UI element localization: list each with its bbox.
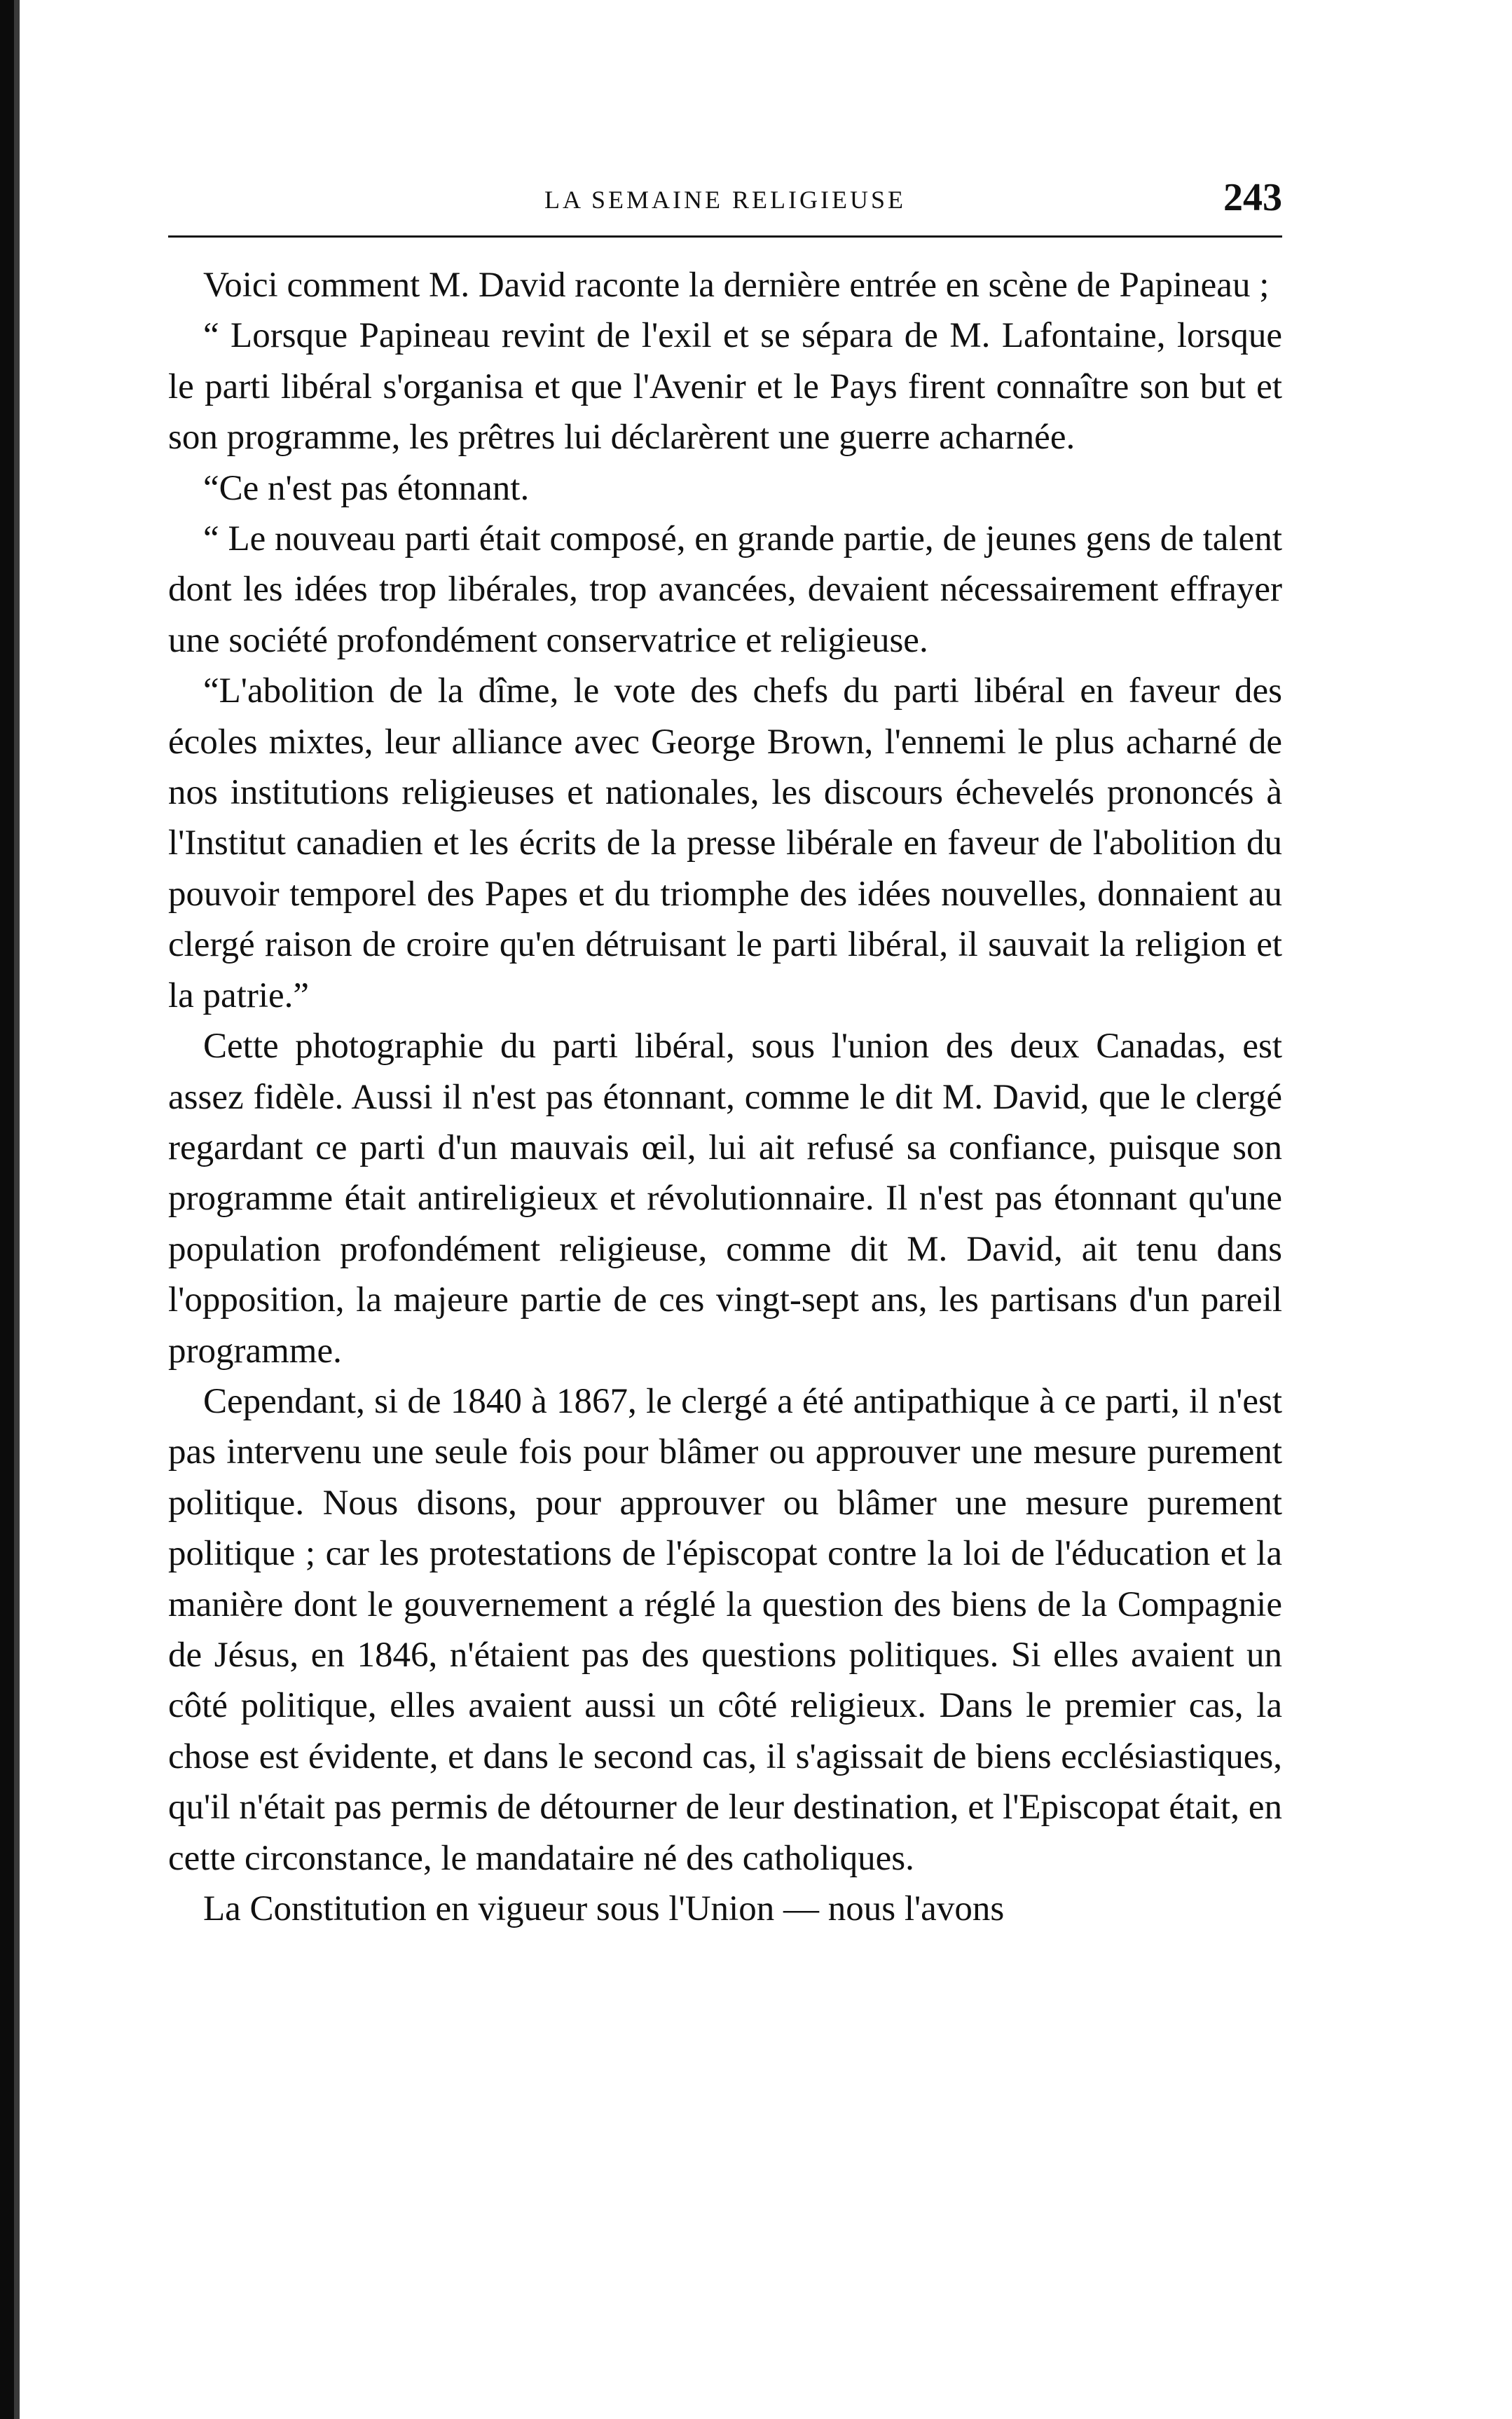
paragraph: La Constitution en vigueur sous l'Union — nous l'avons	[203, 1889, 1005, 1928]
paragraph: “Ce n'est pas étonnant.	[203, 468, 530, 508]
paragraph: Voici comment M. David raconte la dernière entrée en scène de Papineau ;	[203, 266, 1270, 305]
running-title: LA SEMAINE RELIGIEUSE	[544, 186, 906, 214]
running-head	[168, 175, 1282, 231]
book-page	[168, 175, 1282, 1934]
paragraph: “ Lorsque Papineau revint de l'exil et se sépara de M. Lafontaine, lorsque le parti libéral s'organisa et que l'Avenir et le Pays firent connaître son but et son programme, les prêtres lui déclarèrent une guerre acharnée.	[168, 316, 1282, 458]
scan-edge	[0, 0, 14, 2419]
scan-edge-shadow	[14, 0, 20, 2419]
paragraph: “L'abolition de la dîme, le vote des chefs du parti libéral en faveur des écoles mixtes, leur alliance avec George Brown, l'ennemi le plus acharné de nos institutions religieuses et nationales, les discours échevelés prononcés à l'Institut canadien et les écrits de la presse libérale en faveur de l'abolition du pouvoir temporel des Papes et du triomphe des idées nouvelles, donnaient au clergé raison de croire qu'en détruisant le parti libéral, il sauvait la religion et la patrie.”	[168, 671, 1282, 1015]
paragraph: “ Le nouveau parti était composé, en grande partie, de jeunes gens de talent dont les idées trop libérales, trop avancées, devaient nécessairement effrayer une société profondément conservatrice et religieuse.	[168, 519, 1282, 660]
paragraph: Cependant, si de 1840 à 1867, le clergé a été antipathique à ce parti, il n'est pas intervenu une seule fois pour blâmer ou approuver une mesure purement politique. Nous disons, pour approuver ou blâmer une mesure purement politique ; car les protestations de l'épiscopat contre la loi de l'éducation et la manière dont le gouvernement a réglé la question des biens de la Compagnie de Jésus, en 1846, n'étaient pas des questions politiques. Si elles avaient un côté politique, elles avaient aussi un côté religieux. Dans le premier cas, la chose est évidente, et dans le second cas, il s'agissait de biens ecclésiastiques, qu'il n'était pas permis de détourner de leur destination, et l'Episcopat était, en cette circonstance, le mandataire né des catholiques.	[168, 1381, 1282, 1878]
page-number: 243	[1223, 176, 1282, 219]
paragraph: Cette photographie du parti libéral, sous l'union des deux Canadas, est assez fidèle. Aussi il n'est pas étonnant, comme le dit M. David, que le clergé regardant ce parti d'un mauvais œil, lui ait refusé sa confiance, puisque son programme était antireligieux et révolutionnaire. Il n'est pas étonnant qu'une population profondément religieuse, comme dit M. David, ait tenu dans l'opposition, la majeure partie de ces vingt-sept ans, les partisans d'un pareil programme.	[168, 1027, 1282, 1371]
header-rule	[168, 235, 1282, 238]
body-text	[168, 260, 1282, 1934]
